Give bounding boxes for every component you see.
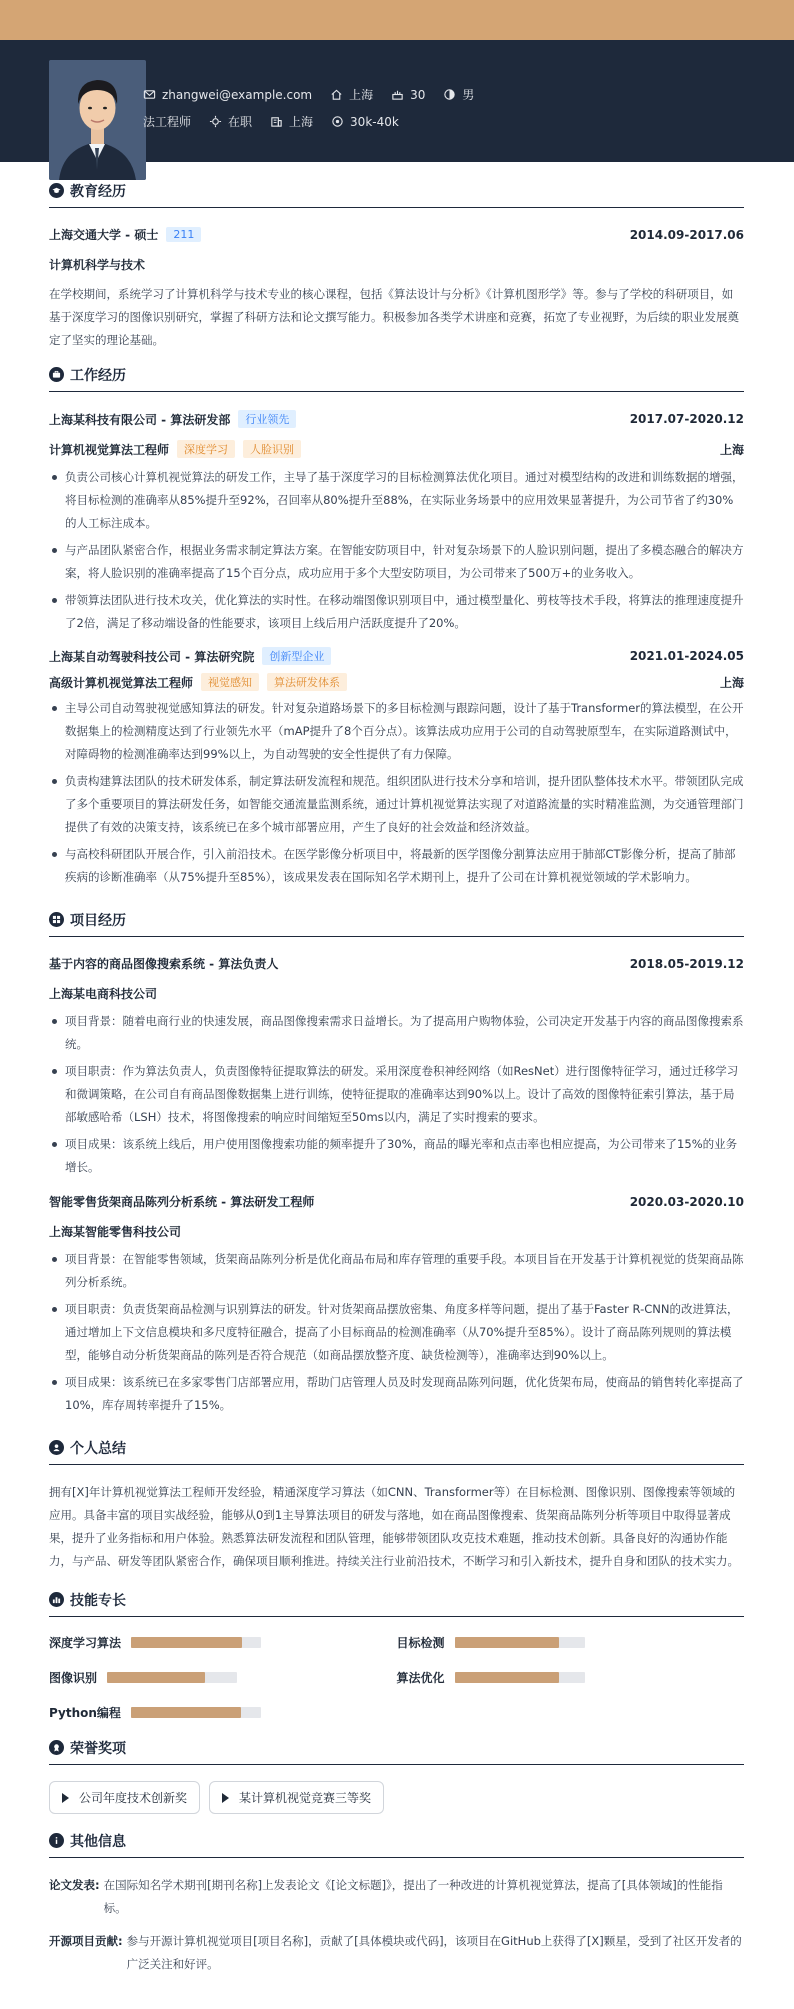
bar-chart-icon — [49, 1592, 64, 1607]
profile-header — [0, 40, 794, 162]
section-awards — [49, 1735, 744, 1765]
skill-item — [49, 1703, 397, 1721]
company-tag: 行业领先 — [238, 410, 296, 428]
building-icon — [270, 115, 283, 128]
career-target-city: 上海 — [270, 113, 313, 130]
section-title: 个人总结 — [70, 1440, 126, 1457]
user-icon — [49, 1440, 64, 1455]
section-title: 项目经历 — [70, 912, 126, 929]
play-icon — [222, 1793, 229, 1803]
project-name: 智能零售货架商品陈列分析系统 - 算法研发工程师 — [49, 1195, 315, 1209]
contact-gender: 男 — [443, 86, 474, 103]
skill-bar — [131, 1707, 261, 1718]
section-title: 其他信息 — [70, 1833, 126, 1850]
work-location: 上海 — [719, 442, 744, 457]
skill-name: 图像识别 — [49, 1670, 98, 1685]
skill-name: Python编程 — [49, 1705, 121, 1720]
other-item — [49, 1874, 744, 1920]
section-other — [49, 1828, 744, 1858]
award-icon — [49, 1740, 64, 1755]
graduation-cap-icon — [49, 183, 64, 198]
company-tag: 创新型企业 — [262, 647, 331, 665]
position-title: 高级计算机视觉算法工程师 — [49, 675, 194, 690]
education-date: 2014.09-2017.06 — [629, 227, 744, 242]
education-desc: 在学校期间，系统学习了计算机科学与技术专业的核心课程，包括《算法设计与分析》《计算机图形学》等。参与了学校的科研项目，如基于深度学习的图像识别研究，掌握了科研方法和论文撰写能力。积极参加各类学术讲座和竞赛，拓宽了专业视野，为后续的职业发展奠定了坚实的理论基础。 — [49, 287, 739, 347]
skill-name: 目标检测 — [396, 1635, 445, 1650]
project-company: 上海某智能零售科技公司 — [49, 1225, 182, 1239]
other-text: 参与开源计算机视觉项目[项目名称]，贡献了[具体模块或代码]，该项目在GitHub上获得了[X]颗星，受到了社区开发者的广泛关注和好评。 — [126, 1934, 742, 1971]
work-date: 2021.01-2024.05 — [629, 649, 744, 663]
project-bullets — [49, 1248, 744, 1417]
list-item: 负责公司核心计算机视觉算法的研发工作，主导了基于深度学习的目标检测算法优化项目。通过对模型结构的改进和训练数据的增强，将目标检测的准确率从85%提升至92%，召回率从80%提升至88%，在实际业务场景中的应用效果显著提升，为公司节省了约30%的人工标注成本。 — [49, 466, 744, 535]
skill-tag: 视觉感知 — [201, 673, 259, 691]
project-entry — [49, 955, 744, 1179]
position-title: 计算机视觉算法工程师 — [49, 442, 170, 457]
section-title: 荣誉奖项 — [70, 1740, 126, 1757]
list-item: 项目背景：随着电商行业的快速发展，商品图像搜索需求日益增长。为了提高用户购物体验，公司决定开发基于内容的商品图像搜索系统。 — [49, 1010, 744, 1056]
skills-list — [49, 1633, 744, 1721]
project-bullets — [49, 1010, 744, 1179]
major: 计算机科学与技术 — [49, 258, 146, 272]
contact-email[interactable]: zhangwei@example.com — [143, 88, 312, 102]
skill-item — [49, 1668, 397, 1686]
list-item: 项目背景：在智能零售领域，货架商品陈列分析是优化商品布局和库存管理的重要手段。本项目旨在开发基于计算机视觉的货架商品陈列分析系统。 — [49, 1248, 744, 1294]
skill-bar — [107, 1672, 237, 1683]
work-entry — [49, 410, 744, 635]
project-date: 2018.05-2019.12 — [629, 956, 744, 971]
career-status: 在职 — [209, 113, 252, 130]
school-tag: 211 — [166, 227, 201, 242]
section-title: 教育经历 — [70, 183, 126, 200]
skill-tag: 深度学习 — [177, 440, 235, 458]
contact-city: 上海 — [330, 86, 373, 103]
section-title: 工作经历 — [70, 367, 126, 384]
section-title: 技能专长 — [70, 1592, 126, 1609]
resume-content — [49, 162, 744, 1976]
list-item: 项目成果：该系统已在多家零售门店部署应用，帮助门店管理人员及时发现商品陈列问题，优化货架布局，使商品的销售转化率提高了10%，库存周转率提升了15%。 — [49, 1371, 744, 1417]
list-item: 负责构建算法团队的技术研发体系，制定算法研发流程和规范。组织团队进行技术分享和培训，提升团队整体技术水平。带领团队完成了多个重要项目的算法研发任务，如智能交通流量监测系统，通过计算机视觉算法实现了对道路流量的实时精准监测，为交通管理部门提供了有效的决策支持，该系统已在多个城市部署应用，产生了良好的社会效益和经济效益。 — [49, 770, 744, 839]
other-label: 论文发表: — [49, 1878, 100, 1892]
info-icon — [49, 1833, 64, 1848]
skill-item — [397, 1633, 745, 1651]
other-label: 开源项目贡献: — [49, 1934, 123, 1948]
skill-tag: 算法研发体系 — [267, 673, 347, 691]
cake-icon — [391, 88, 404, 101]
list-item: 与产品团队紧密合作，根据业务需求制定算法方案。在智能安防项目中，针对复杂场景下的人脸识别问题，提出了多模态融合的解决方案，将人脸识别的准确率提高了15个百分点，成功应用于多个大型安防项目，为公司带来了500万+的业务收入。 — [49, 539, 744, 585]
skill-tag: 人脸识别 — [243, 440, 301, 458]
award-item: 公司年度技术创新奖 — [49, 1781, 200, 1814]
mail-icon — [143, 88, 156, 101]
skill-item — [397, 1668, 745, 1686]
career-salary: 30k-40k — [331, 115, 399, 129]
project-company: 上海某电商科技公司 — [49, 987, 158, 1001]
skill-bar-fill — [455, 1637, 559, 1648]
skill-bar-fill — [107, 1672, 205, 1683]
list-item: 项目成果：该系统上线后，用户使用图像搜索功能的频率提升了30%，商品的曝光率和点击率也相应提高，为公司带来了15%的业务增长。 — [49, 1133, 744, 1179]
career-job-title: 法工程师 — [143, 115, 192, 129]
award-item: 某计算机视觉竞赛三等奖 — [209, 1781, 384, 1814]
section-projects — [49, 907, 744, 937]
education-entry — [49, 226, 744, 352]
section-work — [49, 362, 744, 392]
school-name: 上海交通大学 - 硕士 — [49, 228, 159, 242]
work-date: 2017.07-2020.12 — [629, 412, 744, 426]
list-item: 主导公司自动驾驶视觉感知算法的研发。针对复杂道路场景下的多目标检测与跟踪问题，设计了基于Transformer的算法模型，在公开数据集上的检测精度达到了行业领先水平（mAP提升了8个百分点）。该算法成功应用于公司的自动驾驶原型车，在实际道路测试中，对障碍物的检测准确率达到99%以上，为自动驾驶的安全性提供了有力保障。 — [49, 697, 744, 766]
skill-bar — [131, 1637, 261, 1648]
work-bullets — [49, 466, 744, 635]
career-row — [143, 113, 417, 130]
skill-name: 算法优化 — [396, 1670, 445, 1685]
skill-bar-fill — [455, 1672, 559, 1683]
work-location: 上海 — [719, 675, 744, 690]
section-summary — [49, 1435, 744, 1465]
section-skills — [49, 1587, 744, 1617]
skill-bar — [455, 1637, 585, 1648]
skill-item — [49, 1633, 397, 1651]
skill-bar — [455, 1672, 585, 1683]
contact-row — [143, 86, 492, 103]
awards-list — [49, 1781, 744, 1814]
work-entry — [49, 647, 744, 889]
company-name: 上海某科技有限公司 - 算法研发部 — [49, 412, 231, 427]
company-name: 上海某自动驾驶科技公司 - 算法研究院 — [49, 649, 255, 664]
briefcase-icon — [49, 367, 64, 382]
status-icon — [209, 115, 222, 128]
list-item: 项目职责：作为算法负责人，负责图像特征提取算法的研发。采用深度卷积神经网络（如ResNet）进行图像特征学习，通过迁移学习和微调策略，在公司自有商品图像数据集上进行训练，使特征提取的准确率达到90%以上。设计了高效的图像特征索引算法，基于局部敏感哈希（LSH）技术，将图像搜索的响应时间缩短至50ms以内，满足了实时搜索的要求。 — [49, 1060, 744, 1129]
other-item — [49, 1930, 744, 1976]
salary-icon — [331, 115, 344, 128]
contact-age: 30 — [391, 88, 425, 102]
work-bullets — [49, 697, 744, 889]
summary-text: 拥有[X]年计算机视觉算法工程师开发经验，精通深度学习算法（如CNN、Transformer等）在目标检测、图像识别、图像搜索等领域的应用。具备丰富的项目实战经验，能够从0到1主导算法项目的研发与落地，如在商品图像搜索、货架商品陈列分析等项目中取得显著成果，提升了业务指标和用户体验。熟悉算法研发流程和团队管理，能够带领团队攻克技术难题，推动技术创新。具备良好的沟通协作能力，与产品、研发等团队紧密合作，确保项目顺利推进。持续关注行业前沿技术，不断学习和引入新技术，提升自身和团队的技术实力。 — [49, 1485, 739, 1568]
other-text: 在国际知名学术期刊[期刊名称]上发表论文《[论文标题]》，提出了一种改进的计算机视觉算法，提高了[具体领域]的性能指标。 — [103, 1878, 723, 1915]
project-name: 基于内容的商品图像搜索系统 - 算法负责人 — [49, 957, 279, 971]
list-item: 项目职责：负责货架商品检测与识别算法的研发。针对货架商品摆放密集、角度多样等问题，提出了基于Faster R-CNN的改进算法，通过增加上下文信息模块和多尺度特征融合，提高了小目标商品的检测准确率（从70%提升至85%）。设计了商品陈列规则的算法模型，能够自动分析货架商品的陈列是否符合规范（如商品摆放整齐度、缺货检测等），准确率达到90%以上。 — [49, 1298, 744, 1367]
play-icon — [62, 1793, 69, 1803]
top-accent-strip — [0, 0, 794, 40]
list-item: 带领算法团队进行技术攻关，优化算法的实时性。在移动端图像识别项目中，通过模型量化、剪枝等技术手段，将算法的推理速度提升了2倍，满足了移动端设备的性能要求，该项目上线后用户活跃度提升了20%。 — [49, 589, 744, 635]
list-item: 与高校科研团队开展合作，引入前沿技术。在医学影像分析项目中，将最新的医学图像分割算法应用于肺部CT影像分析，提高了肺部疾病的诊断准确率（从75%提升至85%），该成果发表在国际知名学术期刊上，提升了公司在计算机视觉领域的学术影响力。 — [49, 843, 744, 889]
section-education — [49, 178, 744, 208]
home-icon — [330, 88, 343, 101]
project-entry — [49, 1193, 744, 1417]
gender-icon — [443, 88, 456, 101]
project-date: 2020.03-2020.10 — [629, 1194, 744, 1209]
skill-bar-fill — [131, 1707, 242, 1718]
skill-name: 深度学习算法 — [49, 1635, 122, 1650]
grid-icon — [49, 912, 64, 927]
skill-bar-fill — [131, 1637, 242, 1648]
